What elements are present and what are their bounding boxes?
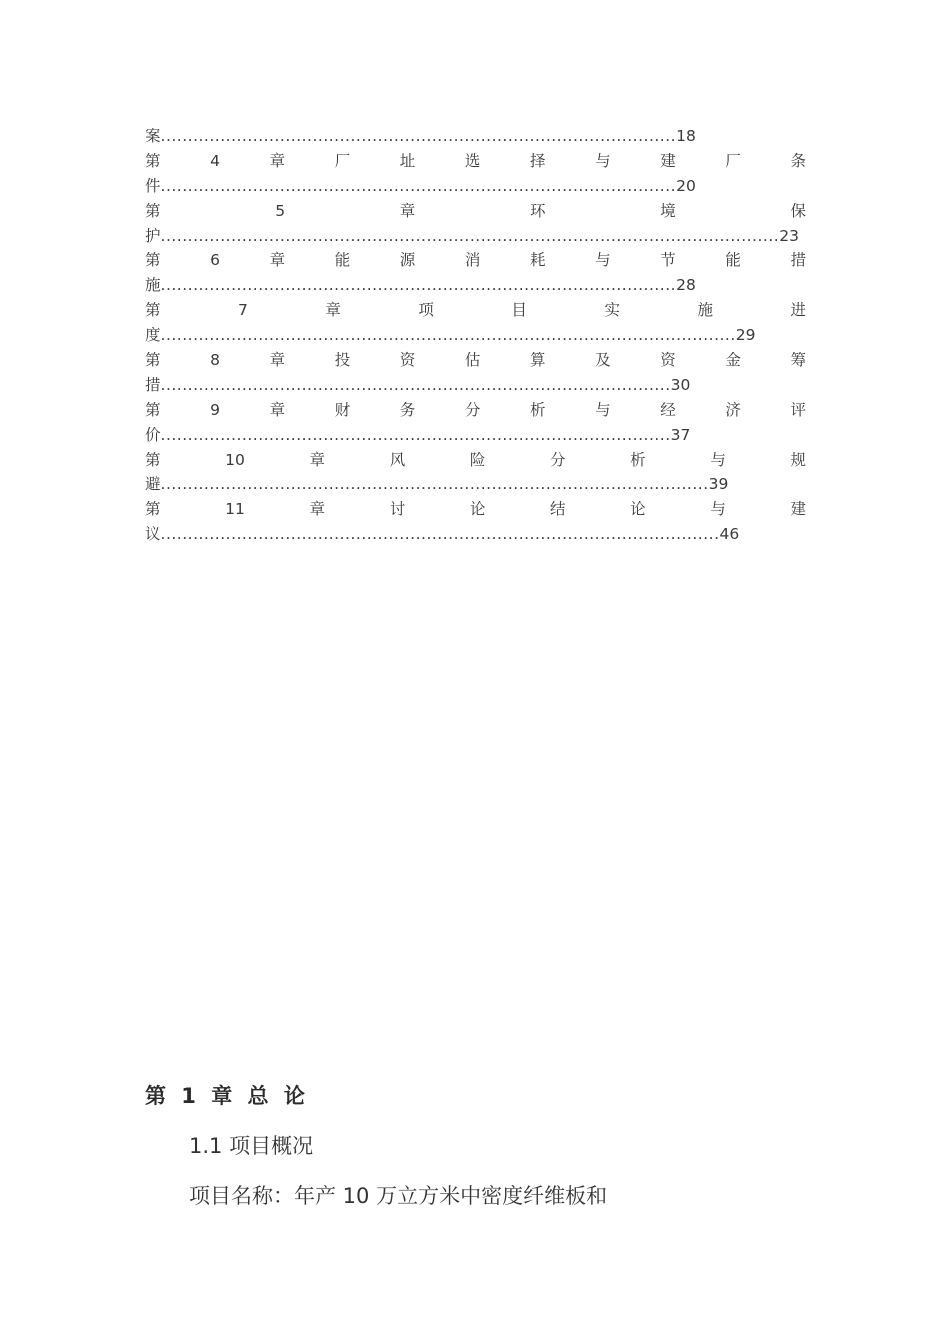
toc-title-token: 第 xyxy=(145,351,161,370)
toc-entry-leader-line xyxy=(145,522,806,547)
toc-title-token: 环 xyxy=(530,201,546,220)
toc-entry[interactable] xyxy=(145,348,806,398)
section-title: 1.1 项目概况 xyxy=(189,1134,314,1158)
toc-title-token: 建 xyxy=(660,151,676,170)
toc-title-token: 9 xyxy=(210,400,220,419)
toc-title-token: 章 xyxy=(269,400,286,419)
toc-title-tail: 措 xyxy=(145,375,161,394)
toc-title-token: 第 xyxy=(145,251,161,270)
toc-title-token: 厂 xyxy=(334,151,351,170)
toc-entry-title-line xyxy=(145,448,806,473)
toc-title-token: 析 xyxy=(530,400,546,419)
toc-title-token: 章 xyxy=(269,151,286,170)
toc-title-token: 分 xyxy=(464,400,481,419)
toc-leader-dots: .................................................................................................................. xyxy=(160,226,780,245)
toc-title-token: 与 xyxy=(595,251,611,270)
toc-title-token: 8 xyxy=(210,351,220,370)
toc-title-token: 与 xyxy=(710,450,726,469)
toc-title-token: 能 xyxy=(725,251,741,270)
toc-page-number: 29 xyxy=(735,326,756,345)
toc-leader-dots: ..................................................................................................... xyxy=(160,475,709,494)
toc-title-token: 择 xyxy=(530,151,546,170)
toc-title-token: 财 xyxy=(334,400,351,419)
toc-entry-title-line xyxy=(145,199,806,224)
toc-title-token: 第 xyxy=(145,151,161,170)
toc-title-tail: 案 xyxy=(145,127,161,145)
toc-title-token: 建 xyxy=(790,500,806,519)
toc-title-token: 投 xyxy=(334,351,351,370)
toc-title-token: 第 xyxy=(145,201,161,220)
toc-title-token: 及 xyxy=(595,351,611,370)
toc-title-token: 施 xyxy=(697,301,713,320)
toc-title-token: 风 xyxy=(389,450,406,469)
toc-title-token: 与 xyxy=(595,151,611,170)
toc-title-tail: 施 xyxy=(145,276,161,295)
toc-leader-dots: ............................................................................................... xyxy=(160,276,677,295)
toc-page-number: 23 xyxy=(779,226,799,245)
toc-title-tail: 避 xyxy=(145,475,161,494)
toc-entry[interactable] xyxy=(145,398,806,448)
toc-title-token: 济 xyxy=(725,400,741,419)
toc-entry[interactable] xyxy=(145,248,806,298)
toc-title-token: 资 xyxy=(399,351,416,370)
toc-entry-leader-line xyxy=(145,124,806,149)
chapter-heading: 第 1 章 总 论 xyxy=(145,1084,309,1108)
toc-title-tail: 护 xyxy=(145,226,161,245)
toc-title-token: 11 xyxy=(225,500,245,519)
toc-title-token: 7 xyxy=(238,301,248,320)
toc-title-token: 进 xyxy=(790,301,806,320)
toc-entry-leader-line xyxy=(145,373,806,398)
body-paragraph: 项目名称：年产 10 万立方米中密度纤维板和 xyxy=(189,1184,608,1208)
toc-title-token: 第 xyxy=(145,400,161,419)
toc-title-token: 保 xyxy=(790,201,806,220)
toc-entry-leader-line xyxy=(145,423,806,448)
toc-title-token: 厂 xyxy=(725,151,741,170)
toc-title-token: 境 xyxy=(660,201,676,220)
toc-title-token: 筹 xyxy=(790,351,806,370)
toc-leader-dots: .............................................................................................. xyxy=(160,425,671,444)
toc-title-token: 条 xyxy=(790,151,806,170)
toc-leader-dots: .............................................................................................. xyxy=(160,375,671,394)
toc-entry[interactable] xyxy=(145,199,806,249)
toc-leader-dots: ....................................................................................................... xyxy=(160,525,720,544)
toc-entry-leader-line xyxy=(145,273,806,298)
toc-title-token: 务 xyxy=(399,400,416,419)
toc-page-number: 28 xyxy=(676,276,696,295)
toc-entry-leader-line xyxy=(145,174,806,199)
toc-title-token: 经 xyxy=(660,400,676,419)
toc-title-token: 节 xyxy=(660,251,676,270)
toc-title-token: 章 xyxy=(269,251,286,270)
toc-title-token: 讨 xyxy=(389,500,406,519)
toc-title-token: 论 xyxy=(469,500,486,519)
toc-title-token: 与 xyxy=(710,500,726,519)
toc-entry-title-line xyxy=(145,149,806,174)
toc-entry[interactable] xyxy=(145,298,806,348)
toc-title-token: 章 xyxy=(309,500,326,519)
toc-leader-dots: ............................................................................................... xyxy=(160,127,677,145)
toc-title-token: 章 xyxy=(309,450,326,469)
toc-page-number: 37 xyxy=(670,425,691,444)
toc-title-token: 址 xyxy=(399,151,416,170)
toc-title-token: 分 xyxy=(550,450,566,469)
toc-title-token: 章 xyxy=(325,301,341,320)
toc-page-number: 18 xyxy=(676,127,696,145)
toc-title-token: 与 xyxy=(595,400,611,419)
toc-title-token: 第 xyxy=(145,500,161,519)
table-of-contents xyxy=(145,124,806,547)
toc-title-token: 规 xyxy=(790,450,806,469)
toc-entry-title-line xyxy=(145,248,806,273)
toc-leader-dots: .......................................................................................................... xyxy=(160,326,736,345)
toc-title-tail: 度 xyxy=(145,326,161,345)
toc-title-token: 论 xyxy=(630,500,646,519)
toc-title-token: 结 xyxy=(550,500,566,519)
toc-title-token: 算 xyxy=(530,351,546,370)
toc-entry[interactable] xyxy=(145,149,806,199)
toc-title-token: 实 xyxy=(604,301,620,320)
toc-title-token: 金 xyxy=(725,351,741,370)
toc-title-token: 措 xyxy=(790,251,806,270)
toc-entry-leader-line xyxy=(145,472,806,497)
toc-title-token: 项 xyxy=(418,301,434,320)
toc-page-number: 39 xyxy=(708,475,729,494)
toc-title-token: 险 xyxy=(469,450,486,469)
toc-title-token: 第 xyxy=(145,450,161,469)
toc-entry-leader-line xyxy=(145,323,806,348)
toc-title-token: 估 xyxy=(464,351,481,370)
toc-title-token: 源 xyxy=(399,251,416,270)
toc-title-token: 章 xyxy=(399,201,416,220)
toc-title-tail: 件 xyxy=(145,176,161,195)
toc-title-token: 消 xyxy=(464,251,481,270)
toc-entry-leader-line xyxy=(145,224,806,249)
toc-title-token: 章 xyxy=(269,351,286,370)
toc-entry-title-line xyxy=(145,298,806,323)
toc-title-tail: 价 xyxy=(145,425,161,444)
toc-title-token: 评 xyxy=(790,400,806,419)
toc-title-token: 6 xyxy=(210,251,220,270)
toc-title-token: 能 xyxy=(334,251,351,270)
toc-title-token: 析 xyxy=(630,450,646,469)
toc-entry[interactable] xyxy=(145,124,806,149)
toc-title-token: 耗 xyxy=(530,251,546,270)
toc-entry[interactable] xyxy=(145,497,806,547)
toc-entry[interactable] xyxy=(145,448,806,498)
toc-page-number: 20 xyxy=(676,176,696,195)
toc-entry-title-line xyxy=(145,398,806,423)
toc-title-token: 选 xyxy=(464,151,481,170)
toc-leader-dots: ............................................................................................... xyxy=(160,176,677,195)
toc-title-token: 资 xyxy=(660,351,676,370)
toc-title-token: 10 xyxy=(225,450,245,469)
toc-title-token: 4 xyxy=(210,151,220,170)
toc-title-tail: 议 xyxy=(145,525,161,544)
toc-page-number: 30 xyxy=(670,375,691,394)
toc-title-token: 第 xyxy=(145,301,161,320)
toc-title-token: 目 xyxy=(511,301,527,320)
toc-title-token: 5 xyxy=(275,201,286,220)
toc-page-number: 46 xyxy=(719,525,740,544)
toc-entry-title-line xyxy=(145,497,806,522)
toc-entry-title-line xyxy=(145,348,806,373)
